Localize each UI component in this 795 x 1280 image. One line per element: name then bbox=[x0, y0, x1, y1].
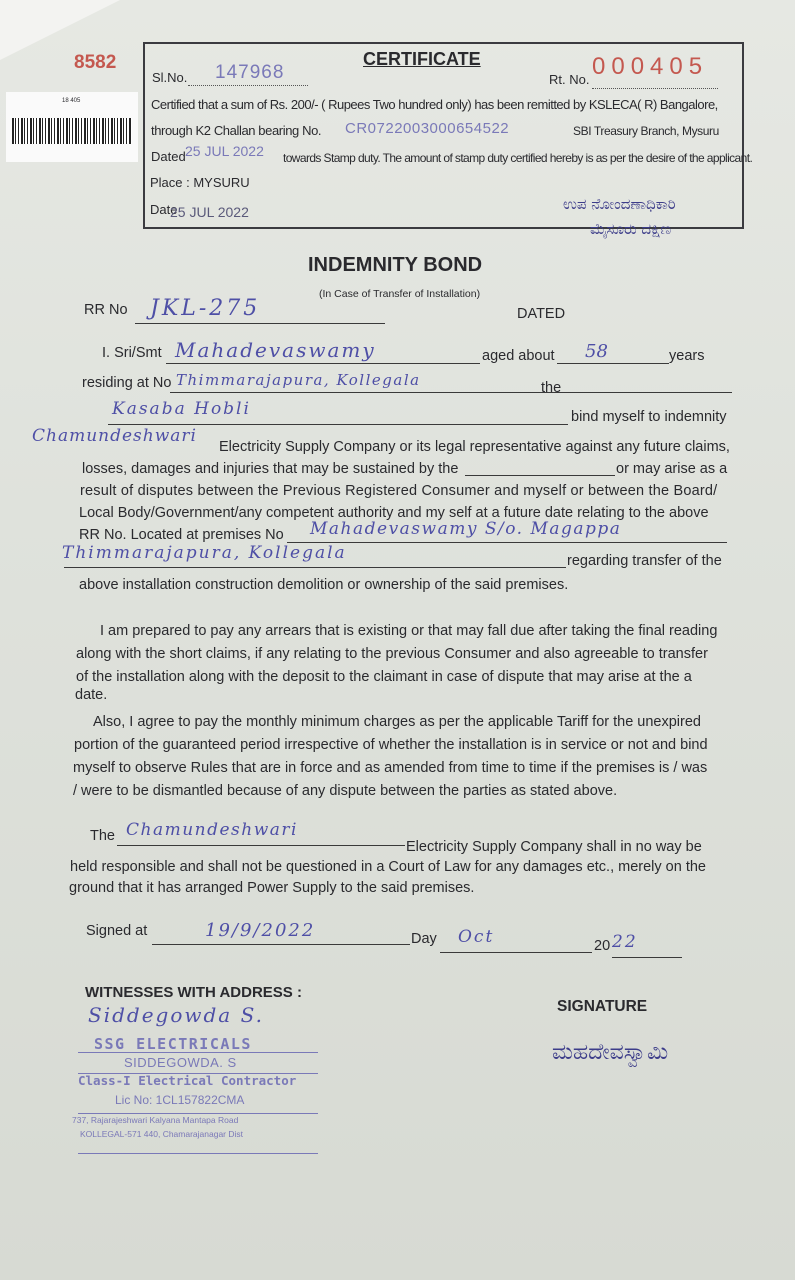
residing-line bbox=[170, 392, 732, 393]
premises-value-1: Mahadevaswamy S/o. Magappa bbox=[310, 519, 622, 539]
para1-line-6b: regarding transfer of the bbox=[567, 553, 722, 569]
residing-label: residing at No bbox=[82, 375, 172, 391]
year-value: 22 bbox=[612, 932, 638, 952]
para1-line-4: Local Body/Government/any competent authority and my self at a future date relating to the above bbox=[79, 505, 709, 521]
stamp-divider-3 bbox=[78, 1113, 318, 1114]
para3-line-1: Also, I agree to pay the monthly minimum charges as per the applicable Tariff for the unexpired bbox=[93, 714, 701, 730]
rt-no-label: Rt. No. bbox=[549, 72, 590, 87]
bind-text: bind myself to indemnity bbox=[571, 409, 727, 425]
challan-number: CR0722003000654522 bbox=[345, 120, 510, 137]
signed-at-value: 19/9/2022 bbox=[205, 920, 316, 941]
stamp-address-2: KOLLEGAL-571 440, Chamarajanagar Dist bbox=[80, 1129, 244, 1139]
para2-line-3: of the installation along with the deposit to the claimant in case of dispute that may arise at the a bbox=[76, 669, 692, 685]
certificate-title: CERTIFICATE bbox=[363, 49, 481, 69]
premises-line-2 bbox=[64, 567, 566, 568]
residing-value: Thimmarajapura, Kollegala bbox=[176, 371, 421, 389]
barcode-icon bbox=[12, 118, 132, 144]
stamp-address-1: 737, Rajarajeshwari Kalyana Mantapa Road bbox=[72, 1115, 239, 1125]
hobli-line bbox=[108, 424, 568, 425]
sl-no-line bbox=[188, 85, 308, 86]
witness-signature: Siddegowda S. bbox=[88, 1003, 264, 1027]
stamp-divider-4 bbox=[78, 1153, 318, 1154]
barcode-code: 18 405 bbox=[62, 98, 81, 104]
aged-label: aged about bbox=[482, 348, 555, 364]
signed-at-label: Signed at bbox=[86, 923, 148, 939]
para1-line-2b: or may arise as a bbox=[616, 461, 728, 477]
para2-line-4: date. bbox=[75, 687, 108, 703]
signature-label: SIGNATURE bbox=[557, 998, 648, 1015]
stamp-license: Lic No: 1CL157822CMA bbox=[115, 1093, 245, 1107]
para1-line-1: Electricity Supply Company or its legal representative against any future claims, bbox=[219, 439, 730, 455]
certificate-dated-value: 25 JUL 2022 bbox=[185, 143, 264, 159]
registrar-seal-line-1: ಉಪ ನೋಂದಣಾಧಿಕಾರಿ bbox=[563, 195, 676, 213]
premises-line-1 bbox=[287, 542, 727, 543]
bond-subtitle: (In Case of Transfer of Installation) bbox=[319, 288, 481, 300]
folded-corner bbox=[0, 0, 120, 60]
para1-line-7: above installation construction demolition or ownership of the said premises. bbox=[79, 577, 569, 593]
year-line bbox=[612, 957, 682, 958]
day-value: Oct bbox=[458, 927, 495, 947]
name-value: Mahadevaswamy bbox=[175, 338, 376, 362]
certificate-dated-label: Dated bbox=[151, 149, 186, 164]
years-label: years bbox=[669, 348, 705, 364]
witness-label: WITNESSES WITH ADDRESS : bbox=[85, 984, 302, 1001]
certificate-date-value: 25 JUL 2022 bbox=[170, 204, 249, 220]
para1-line-5: RR No. Located at premises No bbox=[79, 527, 284, 543]
rt-no-value: 000405 bbox=[592, 53, 709, 80]
para4-line-1: Electricity Supply Company shall in no way be bbox=[406, 839, 702, 855]
premises-value-2: Thimmarajapura, Kollegala bbox=[62, 543, 347, 563]
certificate-place: Place : MYSURU bbox=[150, 175, 250, 190]
para4-line-3: ground that it has arranged Power Supply to the said premises. bbox=[69, 880, 475, 896]
signed-at-line bbox=[152, 944, 410, 945]
applicant-signature: ಮಹದೇವಸ್ವಾಮಿ bbox=[552, 1040, 669, 1065]
para2-line-1: I am prepared to pay any arrears that is existing or that may fall due after taking the final reading bbox=[100, 623, 718, 639]
age-value: 58 bbox=[585, 341, 608, 362]
rr-no-value: JKL-275 bbox=[150, 296, 261, 321]
day-line bbox=[440, 952, 592, 953]
certificate-line-1: Certified that a sum of Rs. 200/- ( Rupees Two hundred only) has been remitted by KSLECA( R) Bangalore, bbox=[151, 97, 718, 112]
para3-line-3: myself to observe Rules that are in force and as amended from time to time if the premises is / was bbox=[73, 760, 708, 776]
stamp-title: Class-I Electrical Contractor bbox=[78, 1073, 297, 1088]
para4-company: Chamundeshwari bbox=[126, 820, 298, 840]
hobli-value: Kasaba Hobli bbox=[112, 399, 251, 419]
bond-title: INDEMNITY BOND bbox=[308, 254, 483, 276]
the-label: the bbox=[541, 380, 562, 396]
rt-no-line bbox=[592, 88, 718, 89]
para4-line-2: held responsible and shall not be questioned in a Court of Law for any damages etc., merely on the bbox=[70, 859, 706, 875]
top-left-number: 8582 bbox=[74, 52, 117, 73]
company-value: Chamundeshwari bbox=[32, 426, 197, 446]
stamp-company: SSG ELECTRICALS bbox=[94, 1035, 252, 1053]
para4-the: The bbox=[90, 828, 115, 844]
stamp-name: SIDDEGOWDA. S bbox=[124, 1055, 237, 1070]
age-line bbox=[557, 363, 669, 364]
rr-no-label: RR No bbox=[84, 302, 128, 318]
year-prefix: 20 bbox=[594, 938, 611, 954]
dated-label: DATED bbox=[517, 306, 566, 322]
name-line bbox=[166, 363, 480, 364]
para1-line-3: result of disputes between the Previous Registered Consumer and myself or between the Board/ bbox=[80, 483, 718, 499]
certificate-date-label: Date bbox=[150, 202, 178, 217]
para1-line-2a: losses, damages and injuries that may be sustained by the bbox=[82, 461, 459, 477]
sl-no-label: Sl.No. bbox=[152, 70, 188, 85]
certificate-line-3: towards Stamp duty. The amount of stamp duty certified hereby is as per the desire of the applicant. bbox=[283, 151, 753, 165]
sustained-by-line bbox=[465, 475, 615, 476]
registrar-seal-line-2: ಮೈಸೂರು ದಕ್ಷಿಣ bbox=[590, 220, 672, 238]
certificate-line-2-prefix: through K2 Challan bearing No. bbox=[151, 123, 322, 138]
day-label: Day bbox=[411, 931, 437, 947]
para4-company-line bbox=[117, 845, 405, 846]
name-label: I. Sri/Smt bbox=[102, 345, 162, 361]
para2-line-2: along with the short claims, if any relating to the previous Consumer and also agreeable to transfer bbox=[76, 646, 708, 662]
sl-no-value: 147968 bbox=[215, 62, 285, 83]
para3-line-2: portion of the guaranteed period irrespective of whether the installation is in service or not and bind bbox=[74, 737, 708, 753]
rr-no-line bbox=[135, 323, 385, 324]
certificate-line-2-suffix: SBI Treasury Branch, Mysuru bbox=[573, 124, 719, 138]
para3-line-4: / were to be dismantled because of any dispute between the parties as stated above. bbox=[73, 783, 618, 799]
stamp-divider-1 bbox=[78, 1052, 318, 1053]
